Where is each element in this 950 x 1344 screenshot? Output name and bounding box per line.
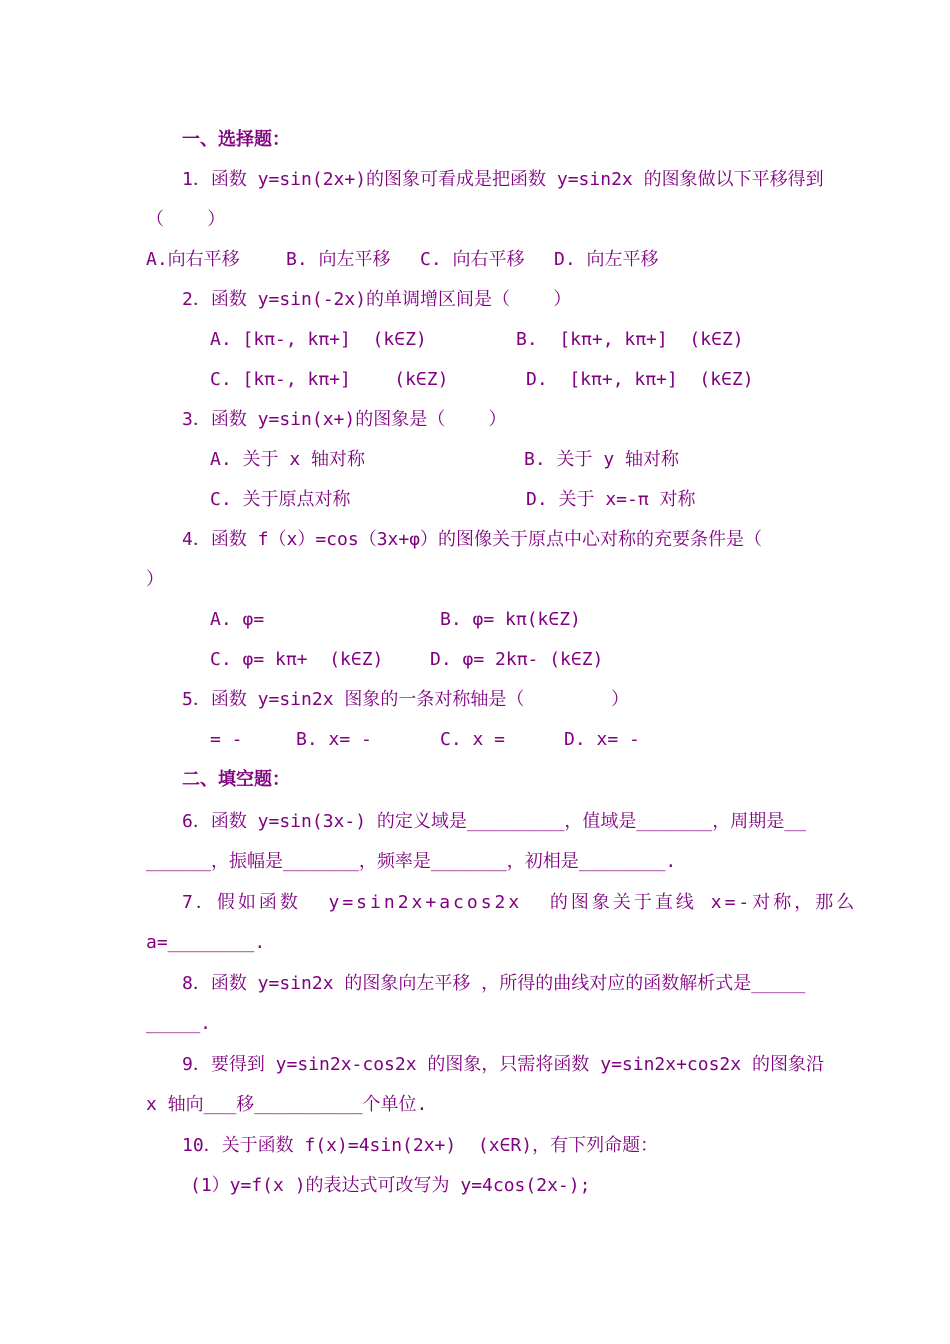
question-4-option-b: B. φ= kπ(k∈Z) <box>440 609 581 630</box>
question-4-option-a: A. φ= <box>210 609 265 630</box>
question-4-option-c: C. φ= kπ+ (k∈Z) <box>210 649 384 670</box>
question-4-option-d: D. φ= 2kπ- (k∈Z) <box>430 649 604 670</box>
question-1-paren: （ ） <box>146 209 226 230</box>
question-8-line-2: _____. <box>146 1013 212 1034</box>
question-9-line-2: x 轴向___移__________个单位. <box>146 1094 428 1115</box>
question-8-line-1: 8．函数 y=sin2x 的图象向左平移 ，所得的曲线对应的函数解析式是_____ <box>182 973 806 994</box>
question-5-option-d: D. x= - <box>564 729 640 750</box>
question-1-option-c: C. 向右平移 <box>420 249 525 270</box>
question-1-option-a: A.向右平移 <box>146 249 240 270</box>
question-1-option-b: B. 向左平移 <box>286 249 391 270</box>
question-9-line-1: 9．要得到 y=sin2x-cos2x 的图象，只需将函数 y=sin2x+cos2x 的图象沿 <box>182 1054 824 1075</box>
question-5-option-c: C. x = <box>440 729 506 750</box>
question-4-paren: ） <box>146 569 164 590</box>
question-3-stem: 3．函数 y=sin(x+)的图象是（ ） <box>182 409 507 430</box>
question-6-line-1: 6．函数 y=sin(3x-) 的定义域是_________，值域是_______，周期是__ <box>182 811 806 832</box>
question-2-option-a: A. [kπ-, kπ+] (k∈Z) <box>210 329 427 350</box>
question-2-option-c: C. [kπ-, kπ+] (k∈Z) <box>210 369 449 390</box>
question-1-stem: 1．函数 y=sin(2x+)的图象可看成是把函数 y=sin2x 的图象做以下平移得到 <box>182 169 824 190</box>
question-6-line-2: ______，振幅是_______，频率是_______，初相是________. <box>146 851 677 872</box>
question-3-option-b: B. 关于 y 轴对称 <box>524 449 680 470</box>
question-5-option-a: = - <box>210 729 243 750</box>
question-7-line-1: 7．假如函数 y=sin2x+acos2x 的图象关于直线 x=-对称，那么 <box>182 892 858 913</box>
question-3-option-d: D. 关于 x=-π 对称 <box>526 489 696 510</box>
question-2-option-d: D. [kπ+, kπ+] (k∈Z) <box>526 369 754 390</box>
question-5-option-b: B. x= - <box>296 729 372 750</box>
question-5-stem: 5．函数 y=sin2x 图象的一条对称轴是（ ） <box>182 689 630 710</box>
question-4-stem: 4．函数 f（x）=cos（3x+φ）的图像关于原点中心对称的充要条件是（ <box>182 529 763 550</box>
question-3-option-c: C. 关于原点对称 <box>210 489 351 510</box>
section-heading-fill: 二、填空题： <box>182 769 290 790</box>
question-7-line-2: a=________. <box>146 932 266 953</box>
question-10-stem: 10．关于函数 f(x)=4sin(2x+) (x∈R)，有下列命题： <box>182 1135 659 1156</box>
question-10-proposition-1: (1）y=f(x )的表达式可改写为 y=4cos(2x-); <box>190 1175 591 1196</box>
question-2-option-b: B. [kπ+, kπ+] (k∈Z) <box>516 329 744 350</box>
question-3-option-a: A. 关于 x 轴对称 <box>210 449 366 470</box>
section-heading-choice: 一、选择题： <box>182 129 290 150</box>
question-1-option-d: D. 向左平移 <box>554 249 659 270</box>
question-2-stem: 2．函数 y=sin(-2x)的单调增区间是（ ） <box>182 289 572 310</box>
